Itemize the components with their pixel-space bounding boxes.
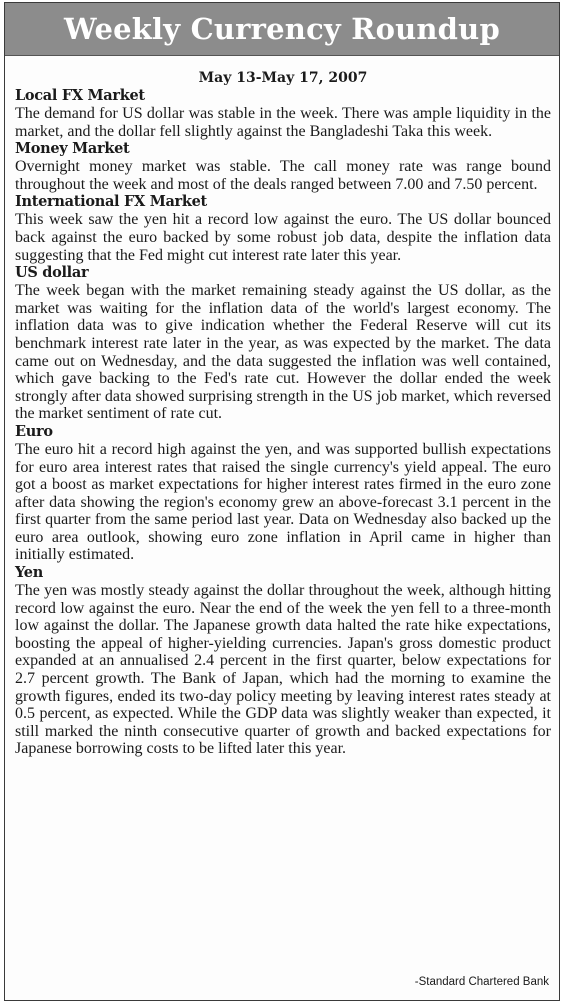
section-local-fx-market bbox=[15, 87, 551, 140]
section-international-fx-market bbox=[15, 193, 551, 264]
section-body: The demand for US dollar was stable in the week. There was ample liquidity in the market, and the dollar fell slightly against the Bangladeshi Taka this week. bbox=[15, 105, 551, 140]
article-page bbox=[4, 2, 560, 1001]
section-us-dollar bbox=[15, 264, 551, 423]
section-euro bbox=[15, 423, 551, 564]
section-body: The yen was mostly steady against the dollar throughout the week, although hitting record low against the euro. Near the end of the week the yen fell to a three-month low against the dollar. The Japanese growth data halted the rate hike expectations, boosting the appeal of higher-yielding currencies. Japan's gross domestic product expanded at an annualised 2.4 percent in the first quarter, below expectations for 2.7 percent growth. The Bank of Japan, which had the morning to examine the growth figures, ended its two-day policy meeting by leaving interest rates steady at 0.5 percent, as expected. While the GDP data was slightly weaker than expected, it still marked the ninth consecutive quarter of growth and backed expectations for Japanese borrowing costs to be lifted later this year. bbox=[15, 582, 551, 758]
source-credit: -Standard Chartered Bank bbox=[414, 976, 549, 988]
section-body: Overnight money market was stable. The call money rate was range bound throughout the week and most of the deals ranged between 7.00 and 7.50 percent. bbox=[15, 158, 551, 193]
section-heading: Money Market bbox=[15, 140, 130, 158]
section-body: The euro hit a record high against the yen, and was supported bullish expectations for euro area interest rates that raised the single currency's yield appeal. The euro got a boost as market expectations for higher interest rates firmed in the euro zone after data showing the region's economy grew an above-forecast 3.1 percent in the first quarter from the same period last year. Data on Wednesday also backed up the euro area outlook, showing euro zone inflation in April came in higher than initially estimated. bbox=[15, 440, 551, 564]
section-yen bbox=[15, 564, 551, 758]
section-heading: Local FX Market bbox=[15, 87, 145, 104]
dateline: May 13-May 17, 2007 bbox=[198, 70, 368, 86]
section-body: This week saw the yen hit a record low against the euro. The US dollar bounced back against the euro backed by some robust job data, despite the inflation data suggesting that the Fed might cut interest rate later this year. bbox=[15, 211, 551, 264]
section-heading: Yen bbox=[15, 564, 43, 582]
article-content bbox=[5, 56, 559, 758]
section-heading: International FX Market bbox=[15, 193, 207, 211]
title-banner bbox=[5, 3, 559, 56]
section-heading: US dollar bbox=[15, 264, 89, 282]
section-heading: Euro bbox=[15, 422, 53, 440]
page-title: Weekly Currency Roundup bbox=[64, 12, 500, 46]
section-body: The week began with the market remaining steady against the US dollar, as the market was waiting for the inflation data of the world's largest economy. The inflation data was to give indication whether the Federal Reserve will cut its benchmark interest rate later in the year, as was expected by the market. The data came out on Wednesday, and the data suggested the inflation was well contained, which gave backing to the Fed's rate cut. However the dollar ended the week strongly after data showed surprising strength in the US job market, which reversed the market sentiment of rate cut. bbox=[15, 282, 551, 423]
section-money-market bbox=[15, 140, 551, 193]
